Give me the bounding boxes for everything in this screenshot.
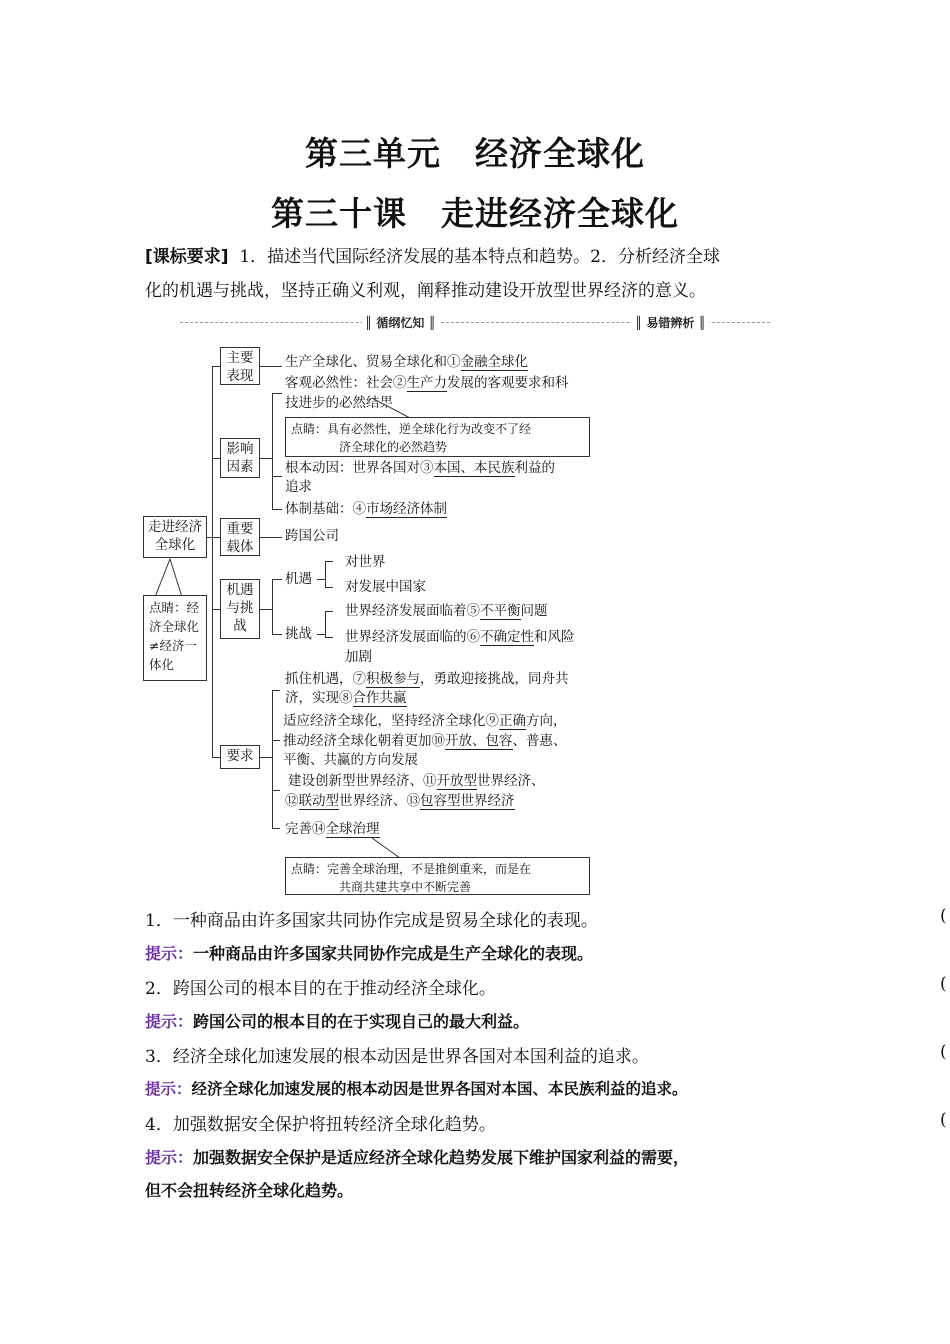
connector (260, 609, 272, 610)
branch-influencing-factors: 影响因素 (220, 438, 260, 478)
item-1-hint: 提示：一种商品由许多国家共同协作完成是生产全球化的表现。 (145, 944, 594, 963)
connector (272, 393, 273, 510)
mindmap-root: 走进经济全球化 (143, 516, 207, 558)
answer-14: 全球治理 (325, 821, 380, 837)
answer-13: 包容型世界经济 (420, 793, 515, 809)
answer-10: 开放、包容 (445, 733, 513, 749)
branch-opportunity-challenge: 机遇与挑战 (220, 579, 260, 639)
answer-7: 积极参与 (366, 671, 420, 687)
connector (212, 757, 220, 758)
item-3-paren: ( (940, 1042, 947, 1062)
connector (325, 611, 326, 638)
connector (325, 637, 333, 638)
b5-r1-line-1: 抓住机遇，⑦积极参与，勇敢迎接挑战，同舟共 (285, 671, 569, 687)
answer-6: 不确定性 (480, 629, 534, 645)
connector (325, 611, 333, 612)
b4-chal-2: 世界经济发展面临的⑥不确定性和风险 (345, 629, 575, 645)
b5-r2-line-3: 平衡、共赢的方向发展 (283, 752, 418, 768)
requirement-text-1: 1．描述当代国际经济发展的基本特点和趋势。2．分析经济全球 (239, 247, 720, 267)
tip-pointer (150, 557, 190, 597)
b2-line-5: 体制基础：④市场经济体制 (285, 501, 447, 517)
connector (260, 458, 272, 459)
connector (272, 476, 282, 477)
connector (212, 609, 220, 610)
b4-chal-2-cont: 加剧 (345, 649, 372, 665)
answer-4: 市场经济体制 (366, 501, 447, 517)
connector (260, 366, 282, 367)
item-1-question: 1．一种商品由许多国家共同协作完成是贸易全球化的表现。 (145, 911, 598, 931)
unit-title: 第三单元 经济全球化 (305, 134, 645, 173)
connector (212, 537, 220, 538)
connector (272, 790, 280, 791)
connector (212, 366, 220, 367)
b5-r2-line-1: 适应经济全球化，坚持经济全球化⑨正确方向， (283, 713, 567, 729)
item-2-hint: 提示：跨国公司的根本目的在于实现自己的最大利益。 (145, 1012, 530, 1031)
answer-3: 本国、本民族 (433, 460, 515, 476)
b1-text: 生产全球化、贸易全球化和①金融全球化 (285, 354, 528, 370)
answer-9: 正确 (499, 713, 526, 729)
connector (272, 740, 280, 741)
lesson-title: 第三十课 走进经济全球化 (271, 194, 679, 233)
answer-2: 生产力 (406, 375, 447, 391)
b2-line-1: 客观必然性：社会②生产力发展的客观要求和科 (285, 375, 569, 391)
connector (260, 757, 272, 758)
connector (272, 579, 282, 580)
connector (212, 366, 213, 758)
connector (317, 634, 325, 635)
b2-line-2: 技进步的必然结果 (285, 395, 393, 411)
section-label-left: ║ 循纲忆知 ║ (362, 314, 439, 331)
branch-main-performance: 主要表现 (220, 347, 260, 385)
b5-r3-line-1: 建设创新型世界经济、⑪开放型世界经济、 (288, 773, 545, 789)
item-4-hint-cont: 但不会扭转经济全球化趋势。 (145, 1181, 354, 1200)
connector (317, 579, 325, 580)
item-4-question: 4．加强数据安全保护将扭转经济全球化趋势。 (145, 1115, 496, 1135)
item-4-paren: ( (940, 1110, 947, 1130)
item-2-paren: ( (940, 974, 947, 994)
b4-challenge: 挑战 (285, 626, 312, 642)
connector (325, 561, 326, 588)
b2-tip: 点睛：具有必然性，逆全球化行为改变不了经 济全球化的必然趋势 (285, 417, 590, 457)
connector (272, 579, 273, 635)
answer-11: 开放型 (436, 773, 477, 789)
b3-text: 跨国公司 (285, 528, 339, 544)
item-3-hint: 提示：经济全球化加速发展的根本动因是世界各国对本国、本民族利益的追求。 (145, 1079, 688, 1098)
answer-12: 联动型 (298, 793, 339, 809)
b4-opp-2: 对发展中国家 (345, 579, 426, 595)
answer-5: 不平衡 (480, 603, 521, 619)
b5-r2-line-2: 推动经济全球化朝着更加⑩开放、包容、普惠、 (283, 733, 567, 749)
connector (272, 393, 282, 394)
connector (325, 561, 333, 562)
item-2-question: 2．跨国公司的根本目的在于推动经济全球化。 (145, 979, 496, 999)
connector (212, 458, 220, 459)
b2-line-4: 追求 (285, 479, 312, 495)
connector (325, 587, 333, 588)
b5-r4: 完善⑭全球治理 (285, 821, 380, 837)
answer-1: 金融全球化 (460, 354, 528, 370)
item-3-question: 3．经济全球化加速发展的根本动因是世界各国对本国利益的追求。 (145, 1047, 649, 1067)
connector (272, 634, 282, 635)
b5-r1-line-2: 济，实现⑧合作共赢 (285, 690, 407, 706)
connector (272, 509, 282, 510)
connector (272, 828, 280, 829)
b5-tip: 点睛：完善全球治理，不是推倒重来，而是在 共商共建共享中不断完善 (285, 857, 590, 895)
b2-line-3: 根本动因：世界各国对③本国、本民族利益的 (285, 460, 555, 476)
branch-requirements: 要求 (220, 745, 260, 769)
b4-opportunity: 机遇 (285, 571, 312, 587)
section-label-right: ║ 易错辨析 ║ (632, 314, 709, 331)
answer-8: 合作共赢 (352, 690, 407, 706)
root-tip: 点睛：经济全球化≠经济一体化 (143, 595, 207, 681)
item-4-hint: 提示：加强数据安全保护是适应经济全球化趋势发展下维护国家利益的需要， (145, 1148, 690, 1167)
requirement-label: [课标要求] (145, 247, 229, 267)
requirement-line-2: 化的机遇与挑战，坚持正确义利观，阐释推动建设开放型世界经济的意义。 (145, 281, 706, 301)
b5-r3-line-2: ⑫联动型世界经济、⑬包容型世界经济 (285, 793, 515, 809)
item-1-paren: ( (940, 906, 947, 926)
connector (260, 537, 282, 538)
b4-chal-1: 世界经济发展面临着⑤不平衡问题 (345, 603, 548, 619)
connector (272, 690, 280, 691)
branch-carrier: 重要载体 (220, 518, 260, 556)
connector (272, 690, 273, 829)
b4-opp-1: 对世界 (345, 554, 386, 570)
requirement-line-1 (145, 242, 720, 272)
